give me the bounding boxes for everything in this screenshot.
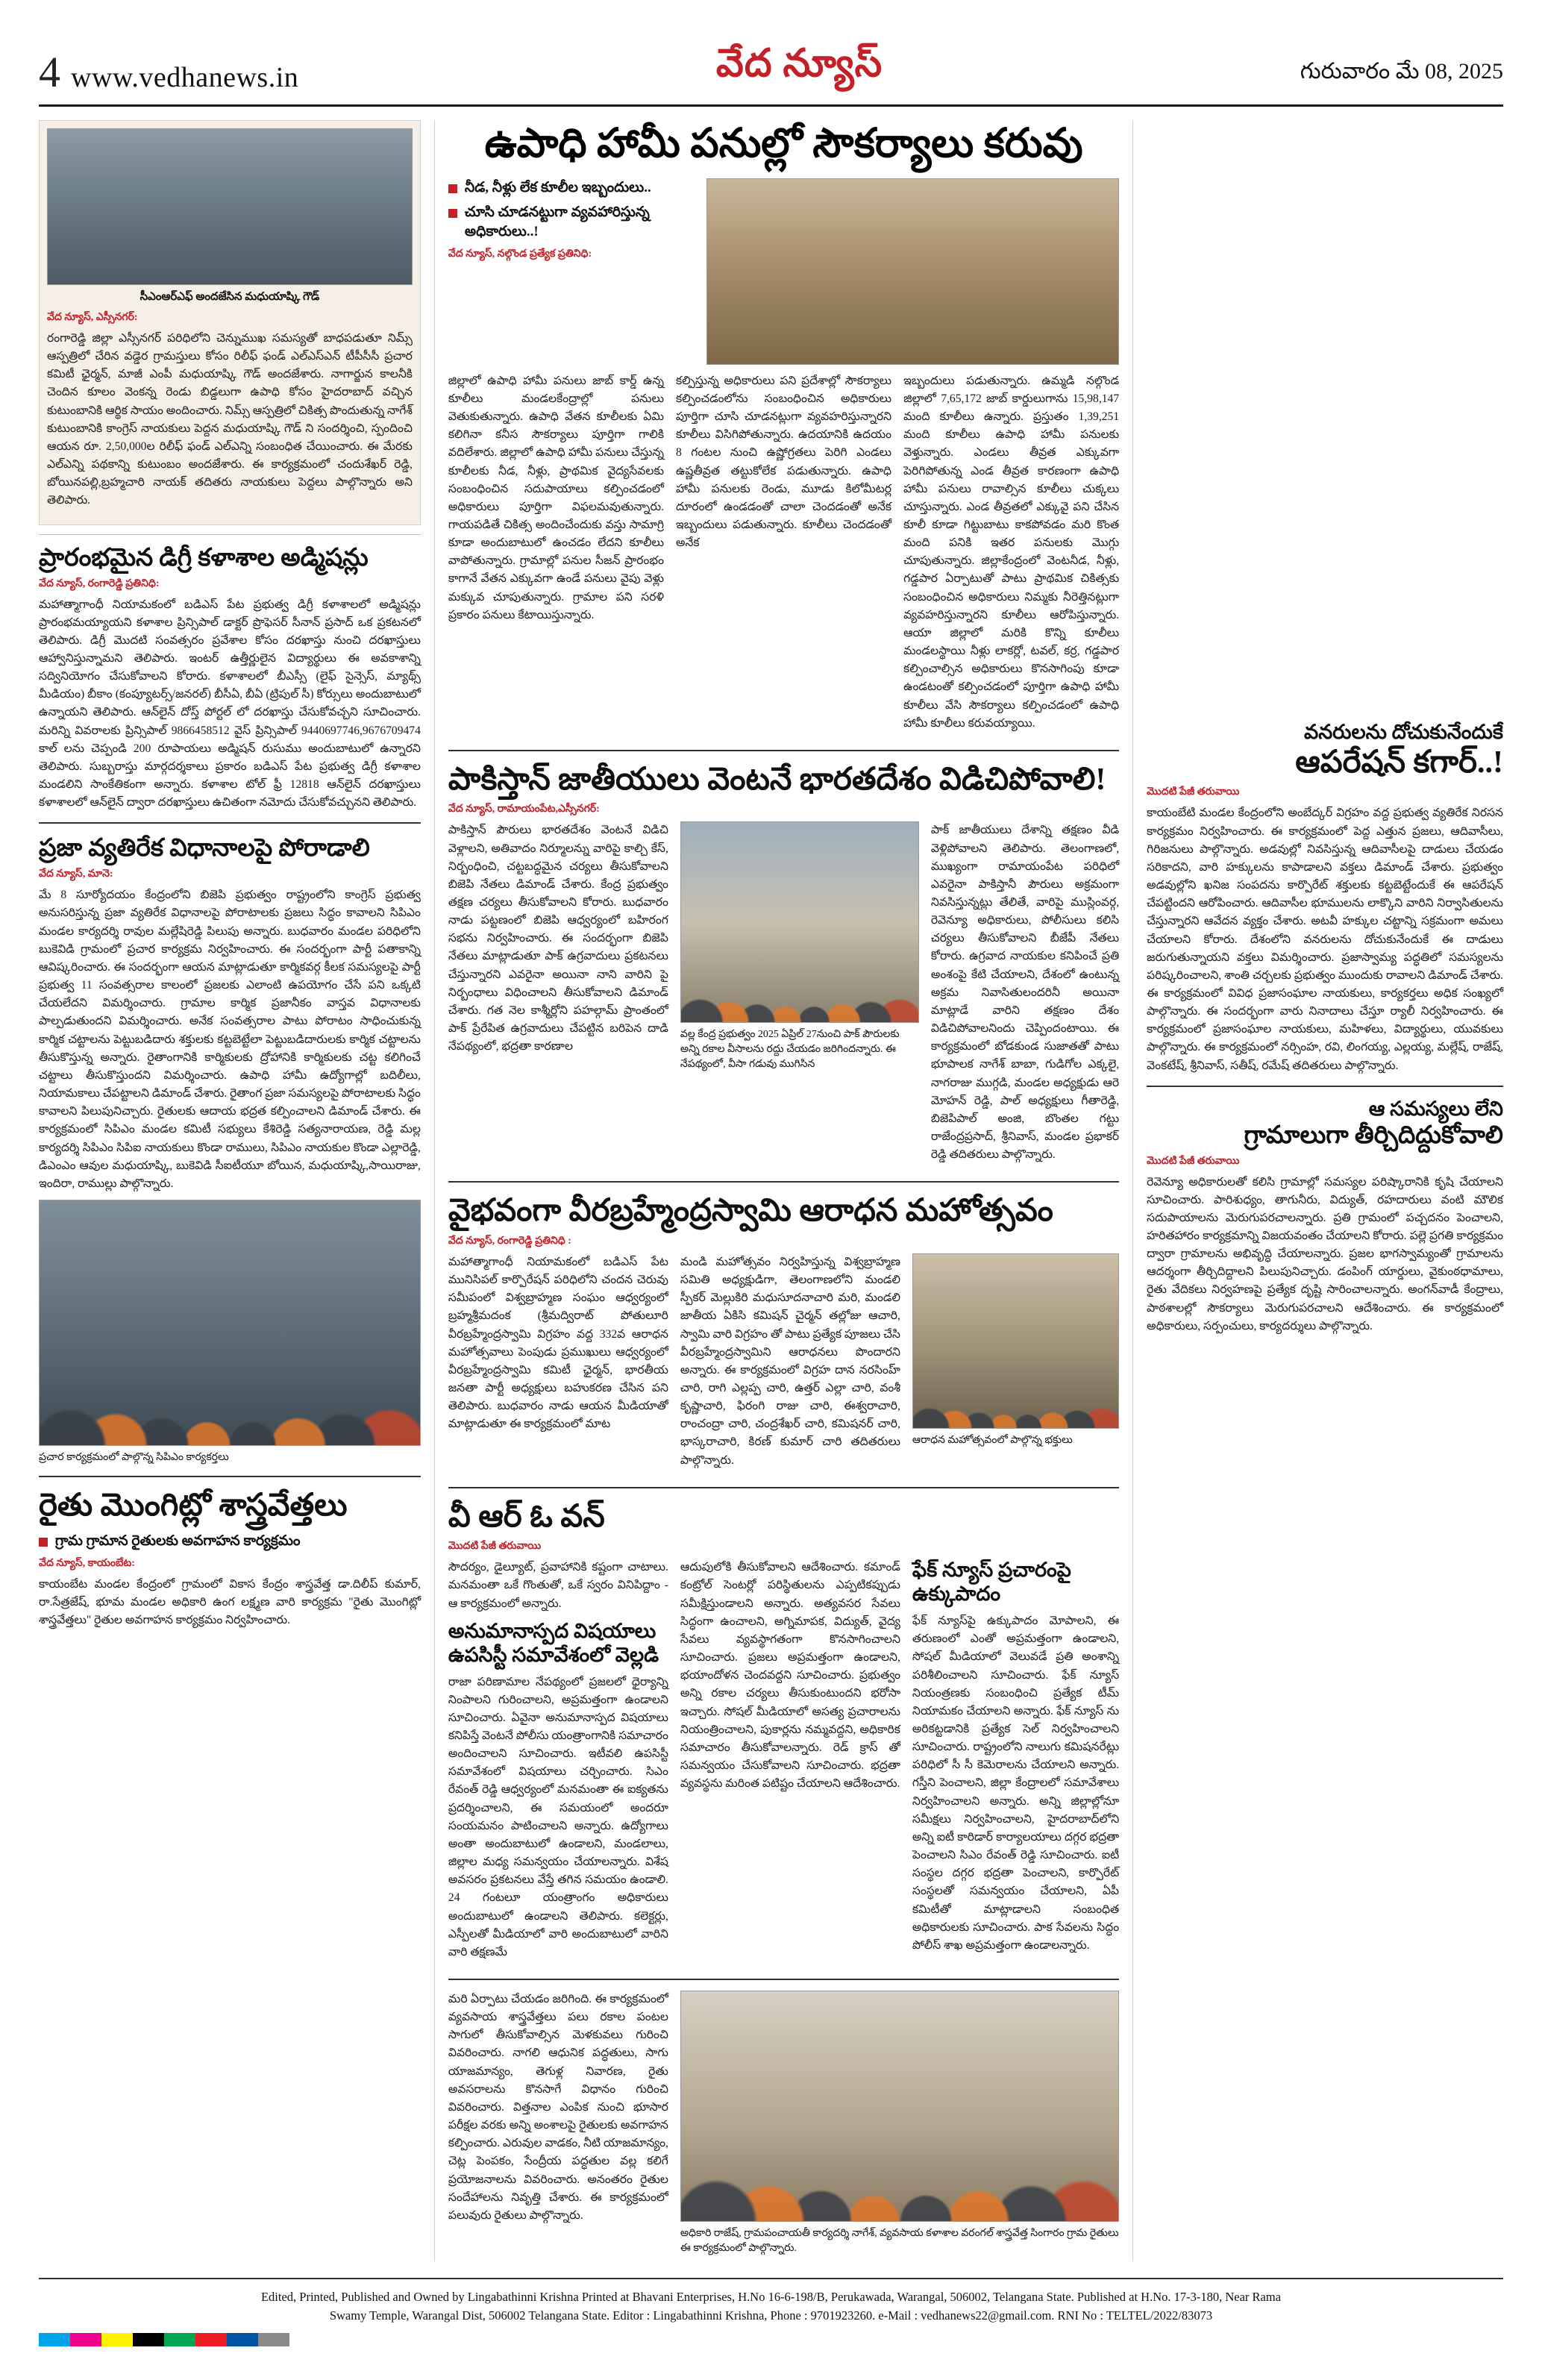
farmer-bottom [448,1991,1119,2261]
divider [39,1476,421,1477]
lead-byline: వేద న్యూస్, నల్గొండ ప్రత్యేక ప్రతినిధి: [448,248,592,260]
pakistan-headline: పాకిస్తాన్ జాతీయులు వెంటనే భారతదేశం విడిచిపోవాలి! [448,762,1106,797]
farmer-bullets [39,1532,421,1551]
masthead-left [39,48,299,96]
publication-title: వేద న్యూస్ [715,43,883,85]
villages-body: రెవెన్యూ అధికారులతో కలిసి గ్రామాల్లో సమస్యల పరిష్కారానికి కృషి చేయాలని సూచించారు. పారిశుధ్యం, తాగునీరు, విద్యుత్, రహదారులు వంటి మౌలిక సదుపాయాలను మెరుగుపరచాలన్నారు. ప్రతి గ్రామంలో పచ్చదనం పెంచాలని, హరితహారం కార్యక్రమాన్ని విజయవంతం చేయాలని కోరారు. పల్లె ప్రగతి కార్యక్రమం ద్వారా గ్రామాలను అభివృద్ధి చేయాలన్నారు. ప్రజల భాగస్వామ్యంతో గ్రామాలను ఆదర్శంగా తీర్చిదిద్దాలని పిలుపునిచ్చారు. డంపింగ్ యార్డులు, వైకుంఠధామాలు, రైతు వేదికలు నిర్వహణపై ప్రత్యేక దృష్టి సారించాలన్నారు. అంగన్‌వాడీ కేంద్రాలు, పాఠశాలల్లో సౌకర్యాలు మెరుగుపరచాలని ఆదేశించారు. ఈ కార్యక్రమంలో అధికారులు, సర్పంచులు, కార్యదర్శులు పాల్గొన్నారు. [1147,1175,1503,1333]
bullet-square-icon [448,184,457,193]
divider [448,1181,1119,1183]
divider [1147,1086,1503,1087]
color-swatch [70,2333,101,2346]
farmer-byline: వేద న్యూస్, కాయంబేట: [39,1557,135,1569]
pakistan-photo-wrap [680,821,919,1171]
lead-headline: ఉపాధి హామీ పనుల్లో సౌకర్యాలు కరువు [484,121,1083,166]
column-right [1132,120,1503,2261]
lead-col-3: ఇబ్బందులు పడుతున్నారు. ఉమ్మడి నల్గొండ జిల్లాలో 7,65,172 జాబ్ కార్డులుగాను 15,98,147 మంది కూలీలు ఉన్నారు. ప్రస్తుతం 1,39,251 మంది కూలీలు ఉపాధి హామీ పనులకు వెళ్తున్నారు. ఎండలు తీవ్రత ఎక్కువగా పెరిగిపోతున్న ఎండ తీవ్రత కారణంగా ఉపాధి హామీ పనులు రావాల్సిన కూలీలు చుక్కలు చూస్తున్నారు. ఎండ తీవ్రతలో ఎక్కువై పని చేసిన కూలీ కూడా గిట్టుబాటు కాకపోవడం మరి కొంత మంది పనికి ఇతర పనులకు మొగ్గు చూపుతున్నారు. జిల్లాకేంద్రంలో వెంటనీడ, నీళ్లు, గడ్డపార ఏర్పాటుతో పాటు ప్రాథమిక చికిత్సకు సంబంధించిన అధికారులు నిమ్మకు నీరెత్తినట్లుగా వ్యవహరిస్తున్నారని కూలీలు ఆరోపిస్తున్నారు. ఆయా జిల్లాలో మరికి కొన్ని కూలీలు మండలస్థాయి నీళ్లు లాకర్లో, టవల్, కర్ర, గడ్డపార కల్పించాల్సిన అధికారులు కొనసాగింపు కూడా ఉండటంతో కల్పించడంలో పూర్తిగా ఉపాధి హామీ కూలీలు వేసి సౌకర్యాలు కల్పించడంలో ఉపాధి హామీ కూలీలు కరువయ్యాయి. [903,374,1120,730]
bullet-square-icon [39,1538,48,1547]
color-swatch [133,2333,164,2346]
lead-bullet-1: చూసి చూడనట్టుగా వ్యవహారిస్తున్న అధికారులు..! [464,204,650,239]
veera-photo-caption: ఆరాధన మహోత్సవంలో పాల్గొన్న భక్తులు [912,1434,1073,1446]
lead-bullet-0: నీడ, నీళ్లు లేక కూలీల ఇబ్బందులు.. [464,179,651,195]
veerabrahmendra-story [448,1193,1119,1476]
farmer-body-2: మరి ఏర్పాటు చేయడం జరిగింది. ఈ కార్యక్రమంలో వ్యవసాయ శాస్త్రవేత్తలు పలు రకాల పంటల సాగులో తీసుకోవాల్సిన మెళకువలు గురించి వివరించారు. నాగలి ఆధునిక పద్ధతులు, సాగు యాజమాన్యం, తెగుళ్ల నివారణ, రైతు అవసరాలను కొనసాగే విధానం గురించి వివరించారు. విత్తనాల ఎంపిక నుంచి భూసార పరీక్షల వరకు అన్ని అంశాలపై రైతులకు అవగాహన కల్పించారు. ఎరువుల వాడకం, నీటి యాజమాన్యం, చెట్ల పెంపకం, సేంద్రీయ పద్ధతుల వల్ల కలిగే ప్రయోజనాలను వివరించారు. అనంతరం రైతుల సందేహాలను నివృత్తి చేశారు. ఈ కార్యక్రమంలో పలువురు రైతులు పాల్గొన్నారు. [448,1993,668,2222]
protest-photo [39,1200,421,1446]
veera-photo [912,1253,1119,1429]
color-registration-bar [39,2333,289,2346]
color-swatch [101,2333,133,2346]
masthead [39,40,1503,107]
villages-article [1147,1097,1503,1335]
divider [39,822,421,824]
color-swatch [258,2333,289,2346]
color-swatch [195,2333,227,2346]
lead-photo-wrap [706,178,1119,365]
vlrone-sub-3: ఫేక్ న్యూస్ ప్రచారంపై ఉక్కుపాదం [912,1559,1071,1606]
farmer-body-1: కాయంబేట మండల కేంద్రంలో గ్రామంలో వికాస కేంద్రం శాస్త్రవేత్త డా.దిలీప్ కుమార్, రా.సేత్రజేష్, భూమ మండల అధికారి ఉంగ లక్ష్మణ వారి కార్యక్రమ "రైతు మొంగిట్లో శాస్త్రవేత్తలు" రైతుల అవగాహన కార్యక్రమం నిర్వహించారు. [39,1577,421,1627]
villages-continued: మొదటి పేజీ తరువాయి [1147,1155,1240,1167]
farmer-bullet-text: గ్రామ గ్రామాన రైతులకు అవగాహన కార్యక్రమం [55,1533,301,1550]
veera-headline: వైభవంగా వీరబ్రహ్మేంద్రస్వామి ఆరాధన మహోత్సవం [448,1194,1053,1229]
color-swatch [39,2333,70,2346]
vlrone-col-3 [912,1559,1119,1968]
lead-bullets [448,178,695,365]
page-body [39,120,1503,2261]
protest-photo-caption: ప్రచార కార్యక్రమంలో పాల్గొన్న సిపిఎం కార్యకర్తలు [39,1451,229,1463]
villages-headline: గ్రామాలుగా తీర్చిదిద్దుకోవాలి [1244,1121,1503,1149]
divider [39,534,421,535]
vlrone-story [448,1499,1119,1968]
degree-headline: ప్రారంభమైన డిగ్రీ కళాశాల అడ్మిషన్లు [39,544,369,571]
protest-article [39,834,421,1465]
veera-photo-wrap [912,1253,1119,1476]
footer-line-1: Edited, Printed, Published and Owned by Lingabathinni Krishna Printed at Bhavani Enterprises, H.No 16-6-198/B, Perukawada, Warangal, 506002, Telangana State. Published at H.No. 17-3-180, Near Rama [260,2290,1282,2305]
divider [448,1979,1119,1980]
vlrone-col-1 [448,1559,668,1968]
cmrf-caption: సీఎంఆర్ఎఫ్ అందజేసిన మధుయాష్కి గౌడ్ [140,291,320,303]
cmrf-byline: వేద న్యూస్, ఎస్సీనగర్: [47,312,138,323]
farmer-article [39,1488,421,1630]
list-item [39,1532,421,1551]
vlrone-headline: వీ ఆర్ ఓ వన్ [448,1499,605,1534]
pakistan-byline: వేద న్యూస్, రామాయంపేట,ఎస్సీనగర్: [448,804,600,815]
bullet-square-icon [448,209,457,218]
veera-byline: వేద న్యూస్, రంగారెడ్డి ప్రతినిధి : [448,1235,571,1247]
lead-photo [706,178,1119,365]
protest-headline: ప్రజా వ్యతిరేక విధానాలపై పోరాడాలి [39,835,370,862]
operation-kagar-article [1147,721,1503,1075]
vlrone-body-3: ఫేక్ న్యూస్‌పై ఉక్కుపాదం మోపాలని, ఈ తరుణంలో ఎంతో అప్రమత్తంగా ఉండాలని, సోషల్ మీడియాలో వెలువడే ప్రతి అంశాన్ని పరిశీలించాలని సూచించారు. ఫేక్ న్యూస్ నియంత్రణకు సంబంధించి ప్రత్యేక టీమ్ నియామకం చేయాలని అన్నారు. ఫేక్ న్యూస్ ను అరికట్టడానికి ప్రత్యేక సెల్ నిర్వహించాలని సూచించారు. రాష్ట్రంలోని నాలుగు కమిషనరేట్లు పరిధిలో సీ సీ కెమెరాలను చేయాలని అన్నారు. గస్తీని పెంచాలని, జిల్లా కేంద్రాలలో సమావేశాలు నిర్వహించాలని అన్నారు. అన్ని జిల్లాల్లోనూ సమీక్షలు నిర్వహించాలని, హైదరాబాద్‌లోని అన్ని ఐటీ కారిడార్ కార్యాలయాలు దగ్గర భద్రతా పెంచాలని సిఎం రేవంత్ రెడ్డి సూచించారు. ఐటీ సంస్థల దగ్గర భద్రతా పెంచాలని, కార్పొరేట్ సంస్థలతో సమన్వయం చేయాలని, ఏపీ కమిటీతో మాట్లాడాలని సంబంధిత అధికారులకు సూచించారు. పాక సేవలను సిద్ధం పోలీస్ శాఖ అప్రమత్తంగా ఉండాలన్నారు. [912,1615,1120,1952]
cmrf-body: రంగారెడ్డి జిల్లా ఎస్సీనగర్ పరిధిలోని చెన్నుముఖ సమస్యతో బాధపడుతూ నిమ్స్ ఆస్పత్రిలో చేరిన వడ్డెర గ్రామస్తులు కోసం రిలీఫ్ ఫండ్ ఎల్ఎస్ఎన్ టీపీసీసీ ప్రచార కమిటీ ఛైర్మన్, మాజీ ఎంపీ మధుయాష్కి గౌడ్ అందజేశారు. నాగార్జున కాలనీకి చెందిన కూలం వెంకన్న రెండు బిడ్డలుగా ఉపాధి కోసం హైదరాబాద్ వచ్చిన కుటుంబానికి ఆర్థిక సాయం అందించారు. నిమ్స్ ఆస్పత్రిలో చికిత్స పొందుతున్న నాగేశ్ కుటుంబానికి కాంగ్రెస్ నాయకులు పెద్దన మధుయాష్కి గౌడ్ ని సందర్శించి, స్పందించి ఆయన రూ. 2,50,000ల రిలీఫ్ ఫండ్ ఎల్ఎన్ని సంబంధిత చేయించారు. ఈ మేరకు ఎల్ఎన్ని పథకాన్ని కుటుంబం అందజేశారు. ఈ కార్యక్రమంలో చందుశేఖర్ రెడ్డి, బోయినపల్లి,బ్రహ్మచారి నాయక్ తదితరు నాయకులు పెద్దలు పాల్గొన్నారు అని తెలిపారు. [47,332,413,507]
kagar-body: కాయంబేటి మండల కేంద్రంలోని అంబేద్కర్ విగ్రహం వద్ద ప్రభుత్వ వ్యతిరేక నిరసన కార్యక్రమం నిర్వహించారు. ఈ కార్యక్రమంలో పెద్ద ఎత్తున ప్రజలు, ఆదివాసీలు, గిరిజనులు పాల్గొన్నారు. అడవుల్లో నివసిస్తున్న ఆదివాసీలపై దాడులు చేయడం సరికాదని, వారి హక్కులను కాపాడాలని వక్తలు డిమాండ్ చేశారు. ప్రభుత్వం అడవుల్లోని ఖనిజ సంపదను కార్పొరేట్ శక్తులకు కట్టబెట్టేందుకే ఈ ఆపరేషన్ చేపట్టిందని ఆరోపించారు. ఆదివాసీల భూములను లాక్కొని వారిని నిర్వాసితులను చేస్తున్నారని ఆవేదన వ్యక్తం చేశారు. అటవీ హక్కుల చట్టాన్ని సక్రమంగా అమలు చేయాలని కోరారు. దేశంలోని వనరులను దోచుకునేందుకే ఈ దాడులు జరుగుతున్నాయని వక్తలు విమర్శించారు. ప్రజాస్వామ్య పద్ధతిలో సమస్యలను పరిష్కరించాలని, శాంతి చర్చలకు ప్రభుత్వం ముందుకు రావాలని డిమాండ్ చేశారు. ఈ కార్యక్రమంలో వివిధ ప్రజాసంఘాల నాయకులు, కార్యకర్తలు అధిక సంఖ్యలో పాల్గొన్నారు. ఈ సందర్భంగా వారు నినాదాలు చేస్తూ ర్యాలీ నిర్వహించారు. ఈ కార్యక్రమంలో ప్రజాసంఘాల నాయకులు, మహిళలు, విద్యార్థులు, యువకులు పాల్గొన్నారు. ఈ కార్యక్రమంలో నర్సింహ, రవి, లింగయ్య, ఎల్లయ్య, మల్లేష్, రాజేష్, వెంకటేష్, శ్రీనివాస్, సతీష్, రమేష్ తదితరులు పాల్గొన్నారు. [1147,807,1503,1072]
degree-body: మహాత్మాగాంధీ నియామకంలో బడిఎస్ పేట ప్రభుత్వ డిగ్రీ కళాశాలలో అడ్మిషన్లు ప్రారంభమయ్యాయని కళాశాల ప్రిన్సిపాల్ డాక్టర్ ప్రొఫెసర్ సీనాన్ ప్రసాద్ ఒక ప్రకటనలో తెలిపారు. డిగ్రీ మొదటి సంవత్సరం ప్రవేశాల కోసం దరఖాస్తు నుంచి దరఖాస్తులు ఆహ్వానిస్తున్నామని తెలిపారు. ఇంటర్ ఉత్తీర్ణులైన విద్యార్థులు ఈ అవకాశాన్ని సద్వినియోగం చేసుకోవాలని కోరారు. కళాశాలలో బీఎస్సీ (లైఫ్ సైన్సెస్, మ్యాథ్స్ మీడియం) బీకాం (కంప్యూటర్స్/జనరల్) బీసీఏ, బీఏ (ట్రిపుల్ సీ) కోర్సులు అందుబాటులో ఉన్నాయని తెలిపారు. ఆన్‌లైన్ దోస్త్ పోర్టల్ లో దరఖాస్తు చేసుకోవచ్చని సూచించారు. మరిన్ని వివరాలకు ప్రిన్సిపాల్ 9866458512 వైస్ ప్రిన్సిపాల్ 9440697746,9676709474 కాల్ లను చెప్పండి 200 రూపాయలు అడ్మిషన్ రుసుము అందుబాటులో ఉన్నారని తెలిపారు. సుబ్బరాస్తు మార్గదర్శకాలు ప్రకారం బడిఎస్ పేట ప్రభుత్వ డిగ్రీ కళాశాల మండలిని సాంకేతికంగా అన్నారు. కళాశాల టోల్ ఫ్రీ 12818 ఆన్‌లైన్ దరఖాస్తులు కళాశాలలో ఆన్‌లైన్ ద్వారా దరఖాస్తులు ఉచితంగా నమోదు చేసుకోవచ్చునని తెలిపారు. [39,598,421,809]
vlrone-sub-2: అనుమానాస్పద విషయాలు ఉపసిస్టీ సమావేశంలో వెల్లడి [448,1619,659,1666]
footer-line-2: Swamy Temple, Warangal Dist, 506002 Telangana State. Editor : Lingabathinni Krishna, Phone : 9701923260. e-Mail : vedhanews22@gmail.com. RNI No : TELTEL/2022/83073 [329,2308,1213,2323]
cmrf-photo [47,128,413,285]
color-swatch [164,2333,195,2346]
villages-kicker: ఆ సమస్యలు లేని [1368,1097,1503,1120]
lead-story [448,120,1119,739]
divider [448,1487,1119,1488]
farmer-headline: రైతు మొంగిట్లో శాస్త్రవేత్తలు [39,1488,348,1523]
farmer-photo-caption: అధికారి రాజేష్, గ్రామపంచాయతీ కార్యదర్శి నాగేశ్, వ్యవసాయ కళాశాల వరంగల్ శాస్త్రవేత్త సింగారం గ్రామ రైతులు ఈ కార్యక్రమంలో పాల్గొన్నారు. [680,2228,1119,2254]
pakistan-photo [680,821,919,1023]
vlrone-intro: సౌదర్యం, డైల్యూట్, ప్రవాహానికి కష్టంగా చాటాలు. మనమంతా ఒకే గొంతుతో, ఒకే స్వరం వినిపిద్దాం - ఆ కార్యక్రమంలో అన్నారు. [448,1561,668,1610]
pakistan-photo-caption: వల్ల కేంద్ర ప్రభుత్వం 2025 ఏప్రిల్ 27నుంచి పాక్ పౌరులకు అన్ని రకాల వీసాలను రద్దు చేయడం జరిగిందన్నారు. ఈ నేపథ్యంలో, వీసా గడువు ముగిసిన [680,1029,900,1070]
vlrone-continued: మొదటి పేజీ తరువాయి [448,1541,542,1553]
color-swatch [227,2333,258,2346]
color-registration-bar-wrap [39,2326,1503,2346]
lead-col-1: జిల్లాలో ఉపాధి హామీ పనులు జాబ్ కార్డ్ ఉన్న కూలీలు మండలకేంద్రాల్లో పనులు వెతుకుతున్నారు. ఉపాధి వేతన కూలీలకు ఏమి కలిగినా కనీస సౌకర్యాలు పూర్తిగా గాలికి వదిలేశారు. జిల్లాలో ఉపాధి హామీ పనులు చేస్తున్న కూలీలకు నీడ, నీళ్లు, ప్రాథమిక వైద్యసేవలకు సంబంధించిన సదుపాయాలు కల్పించడంలో అధికారులు పూర్తిగా విఫలమవుతున్నారు. గాయపడితే చికిత్స అందించేందుకు వస్తు సామాగ్రి కూడా అందుబాటులో ఉంచడం లేదని కూలీలు వాపోతున్నారు. గ్రామాల్లో పనుల సీజన్ ప్రారంభం కాగానే వేతన ఎక్కువగా ఉండే పనులు వైపు వెళ్లు మక్కువ చూపుతున్నారు. గ్రామాల పని సరళి ప్రకారం పనులు కేటాయిస్తున్నారు. [448,374,664,621]
protest-body: మే 8 సూర్యోదయం కేంద్రంలోని బిజెపి ప్రభుత్వం రాష్ట్రంలోని కాంగ్రెస్ ప్రభుత్వ అనుసరిస్తున్న ప్రజా వ్యతిరేక విధానాలపై పోరాటాలకు ప్రజలు సిద్ధం కావాలని సిపిఎం మండల కార్యదర్శి రావుల మల్లేషిరెడ్డి పిలుపు అన్నారు. బుధవారం మండల పరిధిలోని బుకెవిడి గ్రామంలో ప్రచార కార్యక్రమ నిర్వహించారు. ఈ సందర్భంగా పార్టీ పతాకాన్ని ఆవిష్కరించారు. ఈ సందర్భంగా ఆయన మాట్లాడుతూ కార్మికవర్గ కీలక సమస్యలపై పార్టీ ప్రభుత్వ 11 సంవత్సరాల కాలంలో ప్రజలకు ఎలాంటి ఉపయోగం చేసే పని ఒక్కటి చేయలేదని విమర్శించారు. గ్రామాల కార్మిక ప్రజానీకం వాస్తవ విధానాలకు పాల్పడుతుందని విమర్శించారు. అనేక సంవత్సరాల పాటు పోరాటం సాధించుకున్న కార్మిక చట్టాలను పెట్టుబడిదారు శక్తులకు కట్టబెట్టేలా పెట్టుబడిదారులకు కార్మిక చట్టాలను తీసుకొస్తున్న అన్నారు. రైతాంగానికి కార్మికులకు ద్రోహానికి కార్మికులకు చట్ట కలిగించే చట్టాలు తీసుకొస్తుందని విమర్శించారు. ఉపాధి హామీ ఉద్యోగాల్లో బదిలీలు, నియామకాలు చేపట్టాలని డిమాండ్ చేశారు. రైతాంగ ప్రజా సమస్యలపై పోరాటాలకు సిద్ధం కావాలని పిలుపునిచ్చారు. రైతులకు ఆదాయ భద్రత కల్పించాలని డిమాండ్ చేశారు. ఈ కార్యక్రమంలో సిపిఎం మండల కమిటీ సభ్యులు కేశిరెడ్డి సత్యనారాయణ, రెడ్డి మల్ల కార్యదర్శి సిపిఎం సిపిఐ నాయకులు కొండా రాములు, సిపిఎం నాయకుల కొండా ఎల్లారెడ్డి, డిఎంఎం ఆవుల మధుయాష్కి, బుకెవిడి సీఐటీయూ బోయిన, మధుయాష్కి,సాయిరాజు, ఇందిరా, రాముల్లు పాల్గొన్నారు. [39,889,421,1190]
degree-admissions-article [39,544,421,812]
pakistan-col-2: పాక్ జాతీయులు దేశాన్ని తక్షణం వీడి వెళ్లిపోవాలని తెలిపారు. తెలంగాణలో, ముఖ్యంగా రామాయంపేట పరిధిలో ఎవరైనా పాకిస్తానీ పౌరులు అక్రమంగా నివసిస్తున్నట్లు తేలితే, వారిపై ముస్లింవర్గ, రెవెన్యూ అధికారులు, పోలీసులు కలిసి చర్యలు తీసుకోవాలని బీజేపీ నేతలు కోరారు. ఉగ్రవాద నాయకుల కనిపించే ప్రతి అంశంపై కేటి చేయాలని, దేశంలో ఉంటున్న అక్రమ నివాసితులందరినీ అయినా మాట్లాడే వారిని తక్షణం దేశం విడిచిపోవాలనిందు చెప్పిందంటాయి. ఈ కార్యక్రమంలో బోడకుండ సుజాతతో పాటు భూపాలక నాగేశ్ బాబా, గుడిగోల ఎక్కలై, నాగరాజు ముగ్గడి, మండల అధ్యక్షుడు ఆరె మోహన్ రెడ్డి, పాల్ అధ్యక్షులు గీతారెడ్డి, బిజెపిపాల్ అంజి, బొంతల గట్టు రాజేంద్రప్రసాద్, శ్రీనివాస్, మండల ప్రభాకర్ రెడ్డి తదితరులు పాల్గొన్నారు. [930,824,1120,1162]
website-url[interactable]: www.vedhanews.in [71,62,299,93]
list-item [448,178,695,198]
kagar-headline: ఆపరేషన్ కగార్..! [1295,745,1503,780]
kagar-continued: మొదటి పేజీ తరువాయి [1147,786,1240,798]
vlrone-body-2: ఆదుపులోకి తీసుకోవాలని ఆదేశించారు. కమాండ్ కంట్రోల్ సెంటర్లో పరిస్థితులను ఎప్పటికప్పుడు సమీక్షిస్తుండాలని అన్నారు. అత్యవసర సేవలు సిద్ధంగా ఉంచాలని, అగ్నిమాపక, విద్యుత్, వైద్య సేవలు వ్యవస్థాగతంగా కొనసాగించాలని సూచించారు. ప్రజలు అప్రమత్తంగా ఉండాలని, భయాందోళన చెందవద్దని సూచించారు. ప్రభుత్వం అన్ని రకాల చర్యలు తీసుకుంటుందని భరోసా ఇచ్చారు. సోషల్ మీడియాలో అసత్య ప్రచారాలను నియంత్రించాలని, పుకార్లను నమ్మవద్దని, అధికారిక సమాచారం తీసుకోవాలన్నారు. రెడ్ క్రాస్ తో సమన్వయం చేసుకోవాలని సూచించారు. భద్రతా వ్యవస్థను మరింత పటిష్టం చేయాలని ఆదేశించారు. [680,1561,900,1791]
publication-date: గురువారం మే 08, 2025 [1300,59,1503,84]
pakistan-col-1: పాకిస్తాన్ పౌరులు భారతదేశం వెంటనే విడిచి వెళ్లాలని, అతివాదం నిర్మూలన్ను వారిపై కాల్చి కేస్, నిర్బంధించి, చట్టబద్ధమైన చర్యలు తీసుకోవాలని బిజెపి నేతలు డిమాండ్ చేశారు. కేంద్ర ప్రభుత్వం తక్షణ చర్యలు తీసుకోవాలని కోరారు. బుధవారం నాడు పట్టణంలో బిజెపి ఆధ్వర్యంలో బహిరంగ సభను నిర్వహించారు. ఈ సందర్భంగా బిజెపి నేతలు మాట్లాడుతూ పాక్ ఉగ్రవాదులు ప్రకటనలు చేస్తున్నారని ఎవరైనా అయినా నాని వారిని పై నిర్బంధాలు విధించాలని తీసుకోవాలని డిమాండ్ చేశారు. గత నెల కాశ్మీర్లోని పహల్గామ్ ప్రాంతంలో పాక్ ప్రేరేపిత ఉగ్రవాదులు చేపట్టిన బరిపెన దాడి నేపథ్యంలో, భద్రతా కారణాల [448,824,668,1053]
protest-byline: వేద న్యూస్, మానె: [39,868,113,880]
page-number: 4 [39,48,60,96]
veera-col-2: మండి మహోత్సవం నిర్వహిస్తున్న విశ్వబ్రాహ్మణ సమితి అధ్యక్షుడిగా, తెలంగాణలోని మండలి స్పీకర్ మెల్లుకిరి మధుసూదనాచారి మరి, మండలి జాతీయ ఏకిసి కమిషన్ చైర్మన్ తల్లోజు ఆచారి, స్వామి వారి విగ్రహం తో పాటు ప్రత్యేక పూజలు చేసి వీరబ్రహ్మేంద్రస్వామిని ఆరాధనలు పొందారని అన్నారు. ఈ కార్యక్రమంలో విగ్రహ దాన నరసింహ్ చారి, రాగి ఎల్లప్ప చారి, ఉత్తర్ ఎల్లా చారి, వంశీ కృష్ణాచారి, ఫిరంగి రాజు చారి, ఈశ్వరాచారి, రాంచంద్రా చారి, చంద్రశేఖర్ చారి, కమిషనర్ చారి, భాస్కరాచారి, కిరణ్ కుమార్ చారి తదితరులు పాల్గొన్నారు. [680,1255,900,1467]
lead-col-2: కల్పిస్తున్న అధికారులు పని ప్రదేశాల్లో సౌకర్యాలు కల్పించడంలోను సంబంధించిన అధికారులు పూర్తిగా చూసి చూడనట్లుగా వ్యవహరిస్తున్నారని కూలీలు విసిగిపోతున్నారు. ఉదయానికి ఉదయం 8 గంటల నుంచి ఉష్ణోగ్రతలు పెరిగి ఎండలు ఉష్ణతీవ్రత తట్టుకోలేక పడుతున్నారు. ఉపాధి హామీ పనులకు రెండు, మూడు కిలోమీటర్ల దూరంలో ఉండడంతో చాలా చెందడంతో అనేక ఇబ్బందులు పడుతున్నారు. కూలీలు చెందడంతో అనేక [675,374,892,550]
column-left [39,120,435,2261]
veera-col-1: మహాత్మాగాంధీ నియామకంలో బడిఎస్ పేట మునిసిపల్ కార్పొరేషన్ పరిధిలోని చందన చెరువు సమీపంలో విశ్వబ్రాహ్మణ సంఘం ఆధ్వర్యంలో బ్రహ్మశ్రీమదంక (శ్రీమద్విరాట్ పోతులూరి వీరబ్రహ్మేంద్రస్వామి విగ్రహం వద్ద 332వ ఆరాధన మహోత్సవాలు పెంపుడు ప్రముఖులు ఆధ్వర్యంలో వీరబ్రహ్మేంద్రస్వామి కమిటీ ఛైర్మన్, భారతీయ జనతా పార్టీ అధ్యక్షులు బహుకరణ చేసిన పని తెలిపారు. బుధవారం నాడు ఆయన మీడియాతో మాట్లాడుతూ ఈ కార్యక్రమంలో మాట [448,1255,668,1431]
divider [448,750,1119,751]
vlrone-body-1: రాజా పరిణామాల నేపథ్యంలో ప్రజలలో ధైర్యాన్ని నింపాలని గురించాలని, అప్రమత్తంగా ఉండాలని సూచించారు. ఏవైనా అనుమానాస్పద విషయాలు కనిపిస్తే వెంటనే పోలీసు యంత్రాంగానికి సమాచారం అందించాలని సూచించారు. ఇటీవలి ఉపసిస్టీ సమావేశంలో విషయాలు చర్చించారు. సిఎం రేవంత్ రెడ్డి ఆధ్వర్యంలో మనమంతా ఈ ఐక్యతను ప్రదర్శించాలని, ఈ సమయంలో అందరూ సంయమనం పాటించాలని అన్నారు. ఉద్యోగాలు అంతా అందుబాటులో ఉండాలని, మండలాలు, జిల్లాల మధ్య సమన్వయం చేయాలన్నారు. విశేష అవసరం ప్రకటనలు వేస్తే తగిన సమయం ఉండాలి. 24 గంటలూ యంత్రాంగం అధికారులు అందుబాటులో ఉండాలని తెలిపారు. కలెక్టర్లు, ఎస్పీలతో మీడియాలో వారి అందుబాటులో వారిని వారి తక్షణమే [448,1675,668,1958]
list-item [448,203,695,241]
farmer-photo-wrap [680,1991,1119,2261]
page-footer [39,2278,1503,2352]
pakistan-story [448,762,1119,1171]
column-center [435,120,1132,2261]
right-spacer [1147,120,1503,721]
farmer-photo [680,1991,1119,2222]
degree-byline: వేద న్యూస్, రంగారెడ్డి ప్రతినిధి: [39,577,160,589]
cmrf-article [39,120,421,525]
kagar-kicker: వనరులను దోచుకునేందుకే [1304,721,1503,743]
